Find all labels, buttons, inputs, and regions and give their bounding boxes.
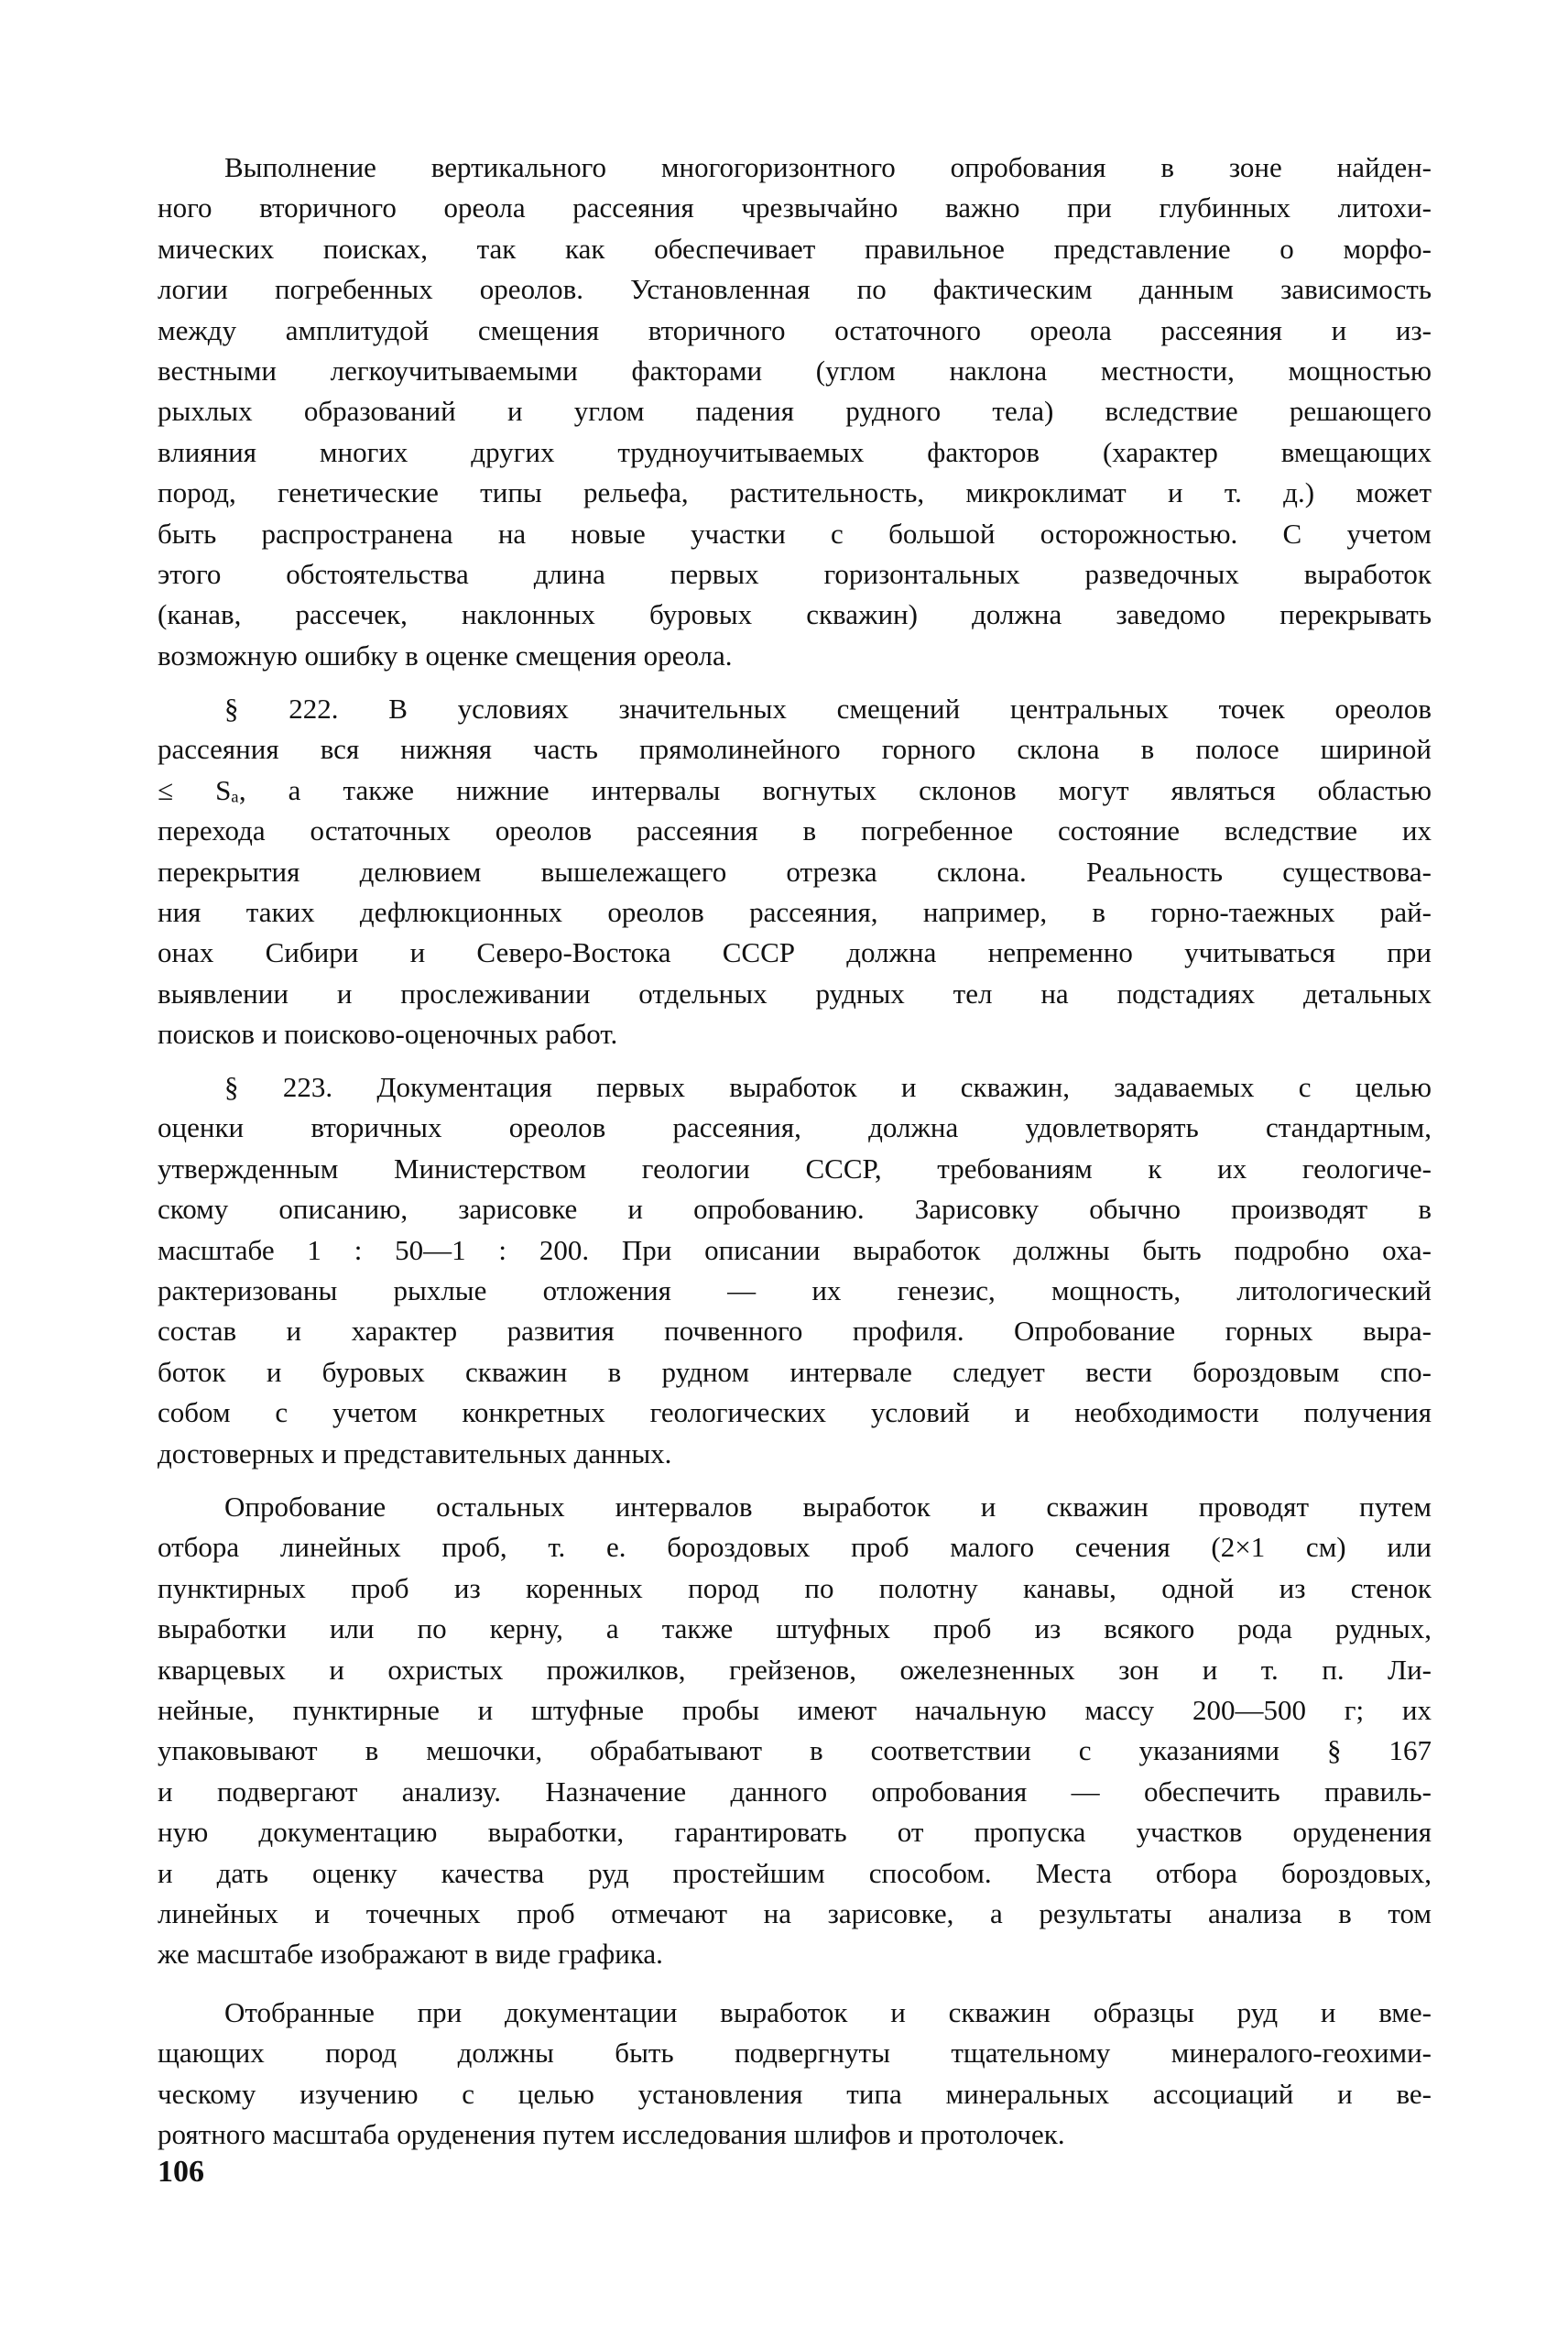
text-line: между амплитудой смещения вторичного остаточного ореола рассеяния и из-	[158, 313, 1432, 346]
text-line: достоверных и представительных данных.	[158, 1437, 672, 1469]
text-line: вестными легкоучитываемыми факторами (углом наклона местности, мощностью	[158, 354, 1432, 387]
text-line: мических поисках, так как обеспечивает правильное представление о морфо-	[158, 232, 1432, 265]
paragraph-222	[158, 689, 1432, 1055]
text-line: быть распространена на новые участки с большой осторожностью. С учетом	[158, 517, 1432, 550]
text-line: оценки вторичных ореолов рассеяния, должна удовлетворять стандартным,	[158, 1111, 1432, 1144]
text-line: же масштабе изображают в виде графика.	[158, 1938, 663, 1971]
text-line: этого обстоятельства длина первых горизонтальных разведочных выработок	[158, 557, 1432, 590]
text-line: ния таких дефлюкционных ореолов рассеяния, например, в горно-таежных рай-	[158, 895, 1432, 928]
text-line: перехода остаточных ореолов рассеяния в погребенное состояние вследствие их	[158, 814, 1432, 847]
text-line: нейные, пунктирные и штуфные пробы имеют начальную массу 200—500 г; их	[158, 1693, 1432, 1726]
paragraph-sampling	[158, 1487, 1432, 1975]
paragraph-223	[158, 1067, 1432, 1474]
text-line: отбора линейных проб, т. е. бороздовых проб малого сечения (2×1 см) или	[158, 1531, 1432, 1564]
text-line: боток и буровых скважин в рудном интервале следует вести бороздовым спо-	[158, 1355, 1432, 1388]
text-line: Отобранные при документации выработок и скважин образцы руд и вме-	[224, 1996, 1432, 2028]
text-line: онах Сибири и Северо-Востока СССР должна непременно учитываться при	[158, 936, 1432, 969]
text-line: поисков и поисково-оценочных работ.	[158, 1018, 618, 1051]
text-line: рыхлых образований и углом падения рудного тела) вследствие решающего	[158, 395, 1432, 428]
text-line: (канав, рассечек, наклонных буровых скважин) должна заведомо перекрывать	[158, 598, 1432, 631]
text-line: рактеризованы рыхлые отложения — их генезис, мощность, литологический	[158, 1273, 1432, 1306]
text-line: роятного масштаба оруденения путем исследования шлифов и протолочек.	[158, 2118, 1065, 2151]
text-line: ного вторичного ореола рассеяния чрезвычайно важно при глубинных литохи-	[158, 191, 1432, 224]
text-line: логии погребенных ореолов. Установленная по фактическим данным зависимость	[158, 273, 1432, 306]
text-line: ≤ Sₐ, а также нижние интервалы вогнутых склонов могут являться областью	[158, 773, 1432, 806]
paragraph-samples-study	[158, 1993, 1432, 2156]
text-line: масштабе 1 : 50—1 : 200. При описании выработок должны быть подробно оха-	[158, 1233, 1432, 1266]
text-line: кварцевых и охристых прожилков, грейзенов, ожелезненных зон и т. п. Ли-	[158, 1653, 1432, 1686]
text-line: скому описанию, зарисовке и опробованию. Зарисовку обычно производят в	[158, 1193, 1432, 1226]
text-line: выявлении и прослеживании отдельных рудных тел на подстадиях детальных	[158, 977, 1432, 1010]
text-line: выработки или по керну, а также штуфных проб из всякого рода рудных,	[158, 1612, 1432, 1645]
text-line: собом с учетом конкретных геологических условий и необходимости получения	[158, 1396, 1432, 1429]
text-line: ную документацию выработки, гарантировать от пропуска участков оруденения	[158, 1816, 1432, 1849]
text-line: упаковывают в мешочки, обрабатывают в соответствии с указаниями § 167	[158, 1734, 1432, 1767]
text-line: Выполнение вертикального многогоризонтного опробования в зоне найден-	[224, 151, 1432, 183]
text-line: и дать оценку качества руд простейшим способом. Места отбора бороздовых,	[158, 1856, 1432, 1889]
text-line: утвержденным Министерством геологии СССР, требованиям к их геологиче-	[158, 1152, 1432, 1185]
text-line: возможную ошибку в оценке смещения ореола.	[158, 639, 733, 672]
text-line: щающих пород должны быть подвергнуты тщательному минералого-геохими-	[158, 2037, 1432, 2070]
text-line: влияния многих других трудноучитываемых факторов (характер вмещающих	[158, 435, 1432, 468]
text-line: состав и характер развития почвенного профиля. Опробование горных выра-	[158, 1315, 1432, 1348]
text-line: пород, генетические типы рельефа, растительность, микроклимат и т. д.) может	[158, 476, 1432, 509]
text-line: пунктирных проб из коренных пород по полотну канавы, одной из стенок	[158, 1571, 1432, 1604]
text-line: ческому изучению с целью установления типа минеральных ассоциаций и ве-	[158, 2077, 1432, 2110]
page-number: 106	[158, 2155, 204, 2189]
text-line: рассеяния вся нижняя часть прямолинейного горного склона в полосе шириной	[158, 733, 1432, 766]
text-line: § 222. В условиях значительных смещений центральных точек ореолов	[224, 693, 1432, 725]
text-line: § 223. Документация первых выработок и скважин, задаваемых с целью	[224, 1071, 1432, 1103]
paragraph-intro	[158, 147, 1432, 676]
text-line: линейных и точечных проб отмечают на зарисовке, а результаты анализа в том	[158, 1896, 1432, 1929]
text-line: перекрытия делювием вышележащего отрезка склона. Реальность существова-	[158, 855, 1432, 888]
text-line: и подвергают анализу. Назначение данного опробования — обеспечить правиль-	[158, 1775, 1432, 1808]
text-line: Опробование остальных интервалов выработок и скважин проводят путем	[224, 1491, 1432, 1523]
